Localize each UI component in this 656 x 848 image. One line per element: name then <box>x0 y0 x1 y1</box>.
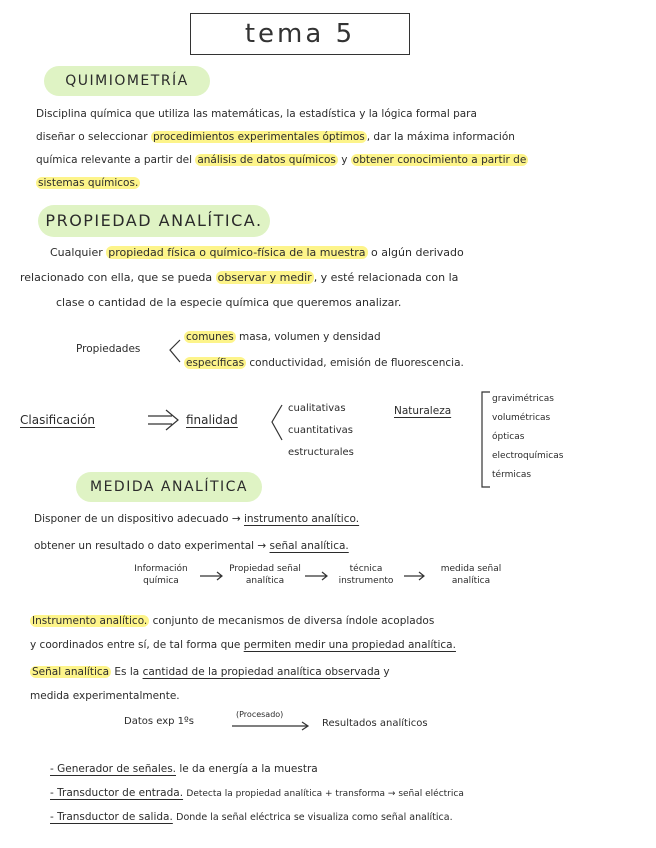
flow-step-3: técnica instrumento <box>338 564 394 586</box>
bullet-transductor-salida: - Transductor de salida. Donde la señal eléctrica se visualiza como señal analítica. <box>50 811 453 823</box>
bullet-transductor-entrada: - Transductor de entrada. Detecta la propiedad analítica + transforma → señal eléctrica <box>50 787 464 799</box>
s1-line-4: sistemas químicos. <box>38 177 139 189</box>
finalidad-item: estructurales <box>288 447 354 458</box>
naturaleza-item: volumétricas <box>492 413 551 423</box>
clasificacion-label: Clasificación <box>20 413 96 427</box>
s3-line-2: obtener un resultado o dato experimental → señal analítica. <box>34 540 349 552</box>
brace-propiedades <box>170 340 180 362</box>
naturaleza-label: Naturaleza <box>394 405 452 417</box>
flow-arrow-3 <box>404 572 424 580</box>
finalidad-label: finalidad <box>186 413 238 427</box>
procesado-label: (Procesado) <box>236 710 284 719</box>
bullet-generador: - Generador de señales. le da energía a la muestra <box>50 763 318 775</box>
flow-step-2: Propiedad señal analítica <box>229 564 301 586</box>
flow-step-1: Información química <box>134 564 188 586</box>
flow-arrow-2 <box>305 572 327 580</box>
finalidad-item: cuantitativas <box>288 425 354 436</box>
naturaleza-item: electroquímicas <box>492 451 564 461</box>
instrumento-line-1: Instrumento analítico. conjunto de mecanismos de diversa índole acoplados <box>32 615 435 627</box>
s1-line-1: Disciplina química que utiliza las matemáticas, la estadística y la lógica formal para <box>36 108 477 120</box>
s2-line-2: relacionado con ella, que se pueda observar y medir , y esté relacionada con la <box>20 271 459 284</box>
instrumento-line-2: y coordinados entre sí, de tal forma que permiten medir una propiedad analítica. <box>30 639 456 651</box>
senal-line-1: Señal analítica Es la cantidad de la propiedad analítica observada y <box>32 666 390 678</box>
naturaleza-item: ópticas <box>492 432 525 442</box>
s1-line-3: química relevante a partir del análisis de datos químicos y obtener conocimiento a partir de <box>36 154 527 166</box>
section-heading-quimiometria: QUIMIOMETRÍA <box>44 66 210 96</box>
naturaleza-list <box>492 390 563 485</box>
process-arrow <box>232 722 308 730</box>
especificas-row: específicas conductividad, emisión de fluorescencia. <box>186 357 464 369</box>
naturaleza-item: gravimétricas <box>492 394 554 404</box>
senal-line-2: medida experimentalmente. <box>30 690 180 702</box>
finalidad-item: cualitativas <box>288 403 346 414</box>
section-heading-medida: MEDIDA ANALÍTICA <box>76 472 262 502</box>
s1-line-2: diseñar o seleccionar procedimientos experimentales óptimos , dar la máxima información <box>36 131 515 143</box>
brace-finalidad <box>272 405 282 440</box>
naturaleza-item: térmicas <box>492 470 532 480</box>
brace-naturaleza <box>482 392 490 487</box>
section-heading-propiedad: PROPIEDAD ANALÍTICA. <box>38 205 270 237</box>
page-title: tema 5 <box>190 13 410 55</box>
double-arrow <box>148 410 178 430</box>
s2-line-3: clase o cantidad de la especie química que queremos analizar. <box>56 296 402 309</box>
s3-line-1: Disponer de un dispositivo adecuado → instrumento analítico. <box>34 513 360 525</box>
datos-label: Datos exp 1ºs <box>124 716 194 727</box>
resultados-label: Resultados analíticos <box>322 718 428 729</box>
flow-arrow-1 <box>200 572 222 580</box>
finalidad-list <box>288 398 354 464</box>
propiedades-label: Propiedades <box>76 343 141 355</box>
s2-line-1: Cualquier propiedad física o químico-física de la muestra o algún derivado <box>50 246 464 259</box>
comunes-row: comunes masa, volumen y densidad <box>186 331 381 343</box>
flow-step-4: medida señal analítica <box>440 564 502 586</box>
